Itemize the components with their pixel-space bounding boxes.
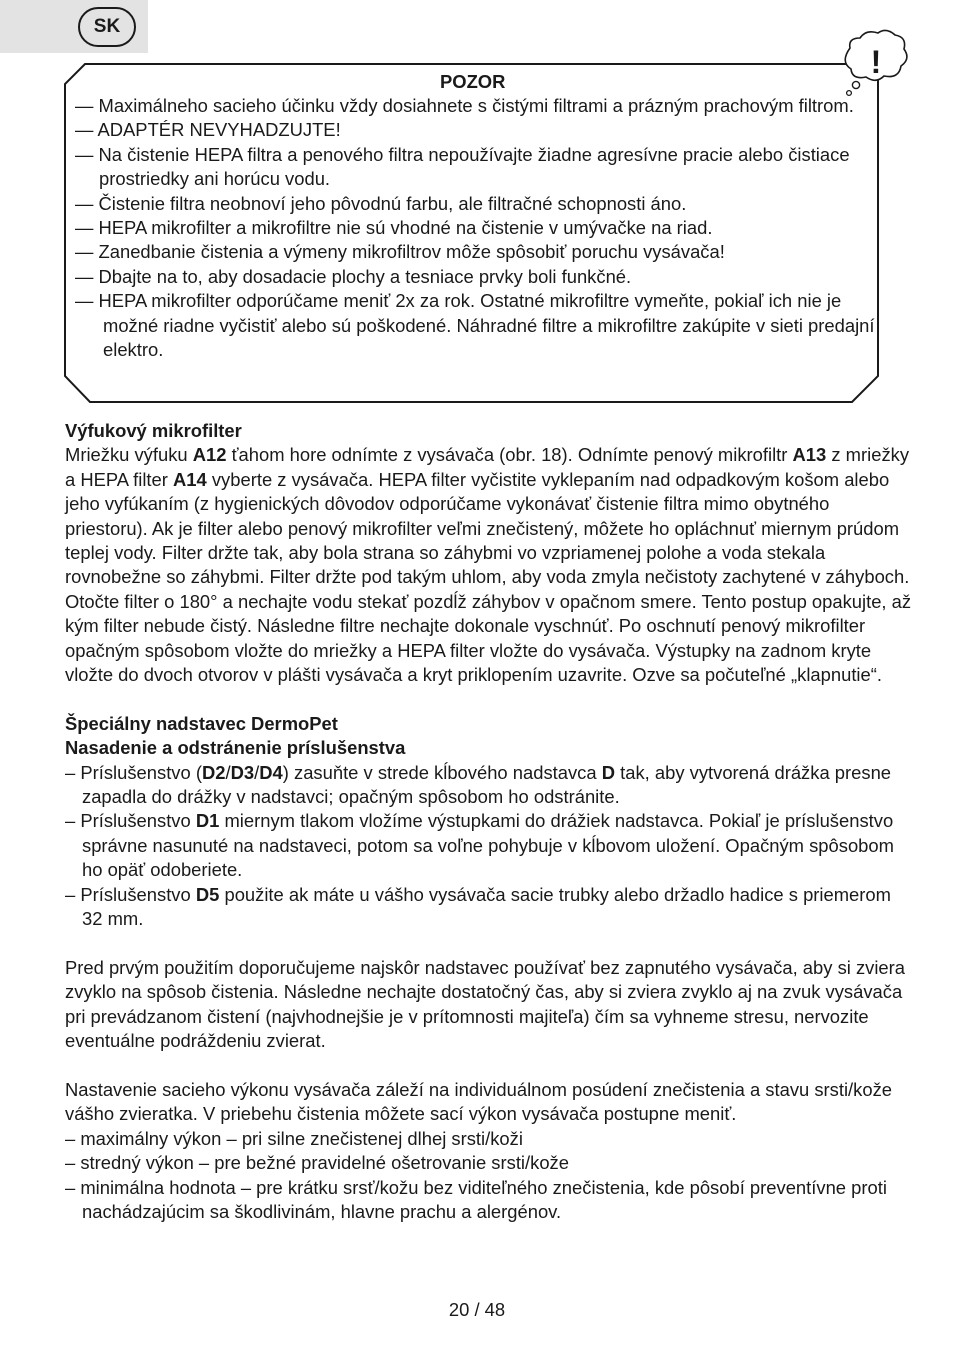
warning-item: — Na čistenie HEPA filtra a penového filtra nepoužívajte žiadne agresívne pracie alebo čistiace prostriedky ani horúcu vodu. <box>75 143 850 190</box>
accessory-item: – Príslušenstvo D1 miernym tlakom vložíme výstupkami do drážiek nadstavca. Pokiaľ je príslušenstvo správne nasunuté na nadstaveci, potom sa voľne pohybuje v kĺbovom uložení. Opačným spôsobom ho opäť odoberiete. <box>65 810 894 881</box>
accessory-item: – Príslušenstvo D5 použite ak máte u vášho vysávača sacie trubky alebo držadlo hadice s priemerom 32 mm. <box>65 883 891 930</box>
warning-item: — Zanedbanie čistenia a výmeny mikrofiltrov môže spôsobiť poruchu vysávača! <box>75 241 725 263</box>
exhaust-heading: Výfukový mikrofilter <box>65 420 242 441</box>
exclamation-mark: ! <box>870 44 882 80</box>
language-badge: SK <box>78 7 136 47</box>
warning-list <box>75 94 875 362</box>
exclamation-thought-bubble-icon <box>845 30 907 95</box>
accessory-list <box>65 761 915 932</box>
warning-item: — HEPA mikrofilter a mikrofiltre nie sú vhodné na čistenie v umývačke na riad. <box>75 217 713 239</box>
main-content <box>65 419 915 1224</box>
power-level-item: – maximálny výkon – pri silne znečistenej dlhej srsti/koži <box>65 1127 523 1149</box>
power-level-item: – minimálna hodnota – pre krátku srsť/kožu bez viditeľného znečistenia, kde pôsobí preventívne proti nachádzajúcim sa škodlivinám, hlavne prachu a alergénov. <box>65 1176 887 1222</box>
warning-title: POZOR <box>440 71 506 92</box>
warning-item: — Dbajte na to, aby dosadacie plochy a tesniace prvky boli funkčné. <box>75 265 632 287</box>
warning-item: — Maximálneho sacieho účinku vždy dosiahnete s čistými filtrami a prázným prachovým filtrom. <box>75 95 854 116</box>
dermopet-subheading: Nasadenie a odstránenie príslušenstva <box>65 737 406 759</box>
first-use-paragraph: Pred prvým použitím doporučujeme najskôr nadstavec používať bez zapnutého vysávača, aby si zviera zvyklo na spôsob čistenia. Následne nechajte dostatočný čas, aby si zviera zvyklo aj na zvuk vysávača pri prevádzanom čistení (najvhodnejšie je v prítomnosti majiteľa) čím sa vyhneme stresu, nervozite eventuálne podráždeniu zvierat. <box>65 956 906 1052</box>
power-level-item: – stredný výkon – pre bežné pravidelné ošetrovanie srsti/kože <box>65 1152 569 1174</box>
warning-item: — ADAPTÉR NEVYHADZUJTE! <box>75 119 341 141</box>
exhaust-paragraph: Mriežku výfuku A12 ťahom hore odnímte z vysávača (obr. 18). Odnímte penový mikrofiltr A13 z mriežky a HEPA filter A14 vyberte z vysávača. HEPA filter vyčistite vyklepaním nad odpadkovým košom alebo jeho vyfúkaním (z hygienických dôvodov odporúčame vykonávať čistenie filtra mimo obytného priestoru). Ak je filter alebo penový mikrofilter veľmi znečistený, môžete ho opláchnuť miernym prúdom teplej vody. Filter držte tak, aby bola strana so záhybmi vo vzpriamenej polohe a voda stekala rovnobežne so záhybmi. Filter držte pod takým uhlom, aby voda zmyla nečistoty zachytené v záhyboch. Otočte filter o 180° a nechajte vodu stekať pozdĺž záhybov v opačnom smere. Tento postup opakujte, až kým filter nebude čistý. Následne filtre nechajte dokonale vyschnúť. Po oschnutí penový mikrofilter opačným spôsobom vložte do mriežky a HEPA filter vložte do vysávača. Výstupky na zadnom kryte vložte do dvoch otvorov v plášti vysávača a kryt priklopením uzavrite. Ozve sa počuteľné „klapnutie“. <box>65 444 912 686</box>
page-number: 20 / 48 <box>448 1299 506 1320</box>
power-levels-list <box>65 1127 915 1225</box>
accessory-item: – Príslušenstvo (D2/D3/D4) zasuňte v strede kĺbového nadstavca D tak, aby vytvorená drážka presne zapadla do drážky v nadstavci; opačným spôsobom ho odstránite. <box>65 761 892 808</box>
warning-item: — HEPA mikrofilter odporúčame meniť 2x za rok. Ostatné mikrofiltre vymeňte, pokiaľ ich nie je možné riadne vyčistiť alebo sú poškodené. Náhradné filtre a mikrofiltre zakúpite v sieti predajní elektro. <box>75 290 875 361</box>
dermopet-heading: Špeciálny nadstavec DermoPet <box>65 712 338 734</box>
suction-paragraph: Nastavenie sacieho výkonu vysávača záleží na individuálnom posúdení znečistenia a stavu srsti/kože vášho zvieratka. V priebehu čistenia môžete sací výkon vysávača postupne meniť. <box>65 1078 893 1125</box>
warning-item: — Čistenie filtra neobnoví jeho pôvodnú farbu, ale filtračné schopnosti áno. <box>75 192 687 214</box>
